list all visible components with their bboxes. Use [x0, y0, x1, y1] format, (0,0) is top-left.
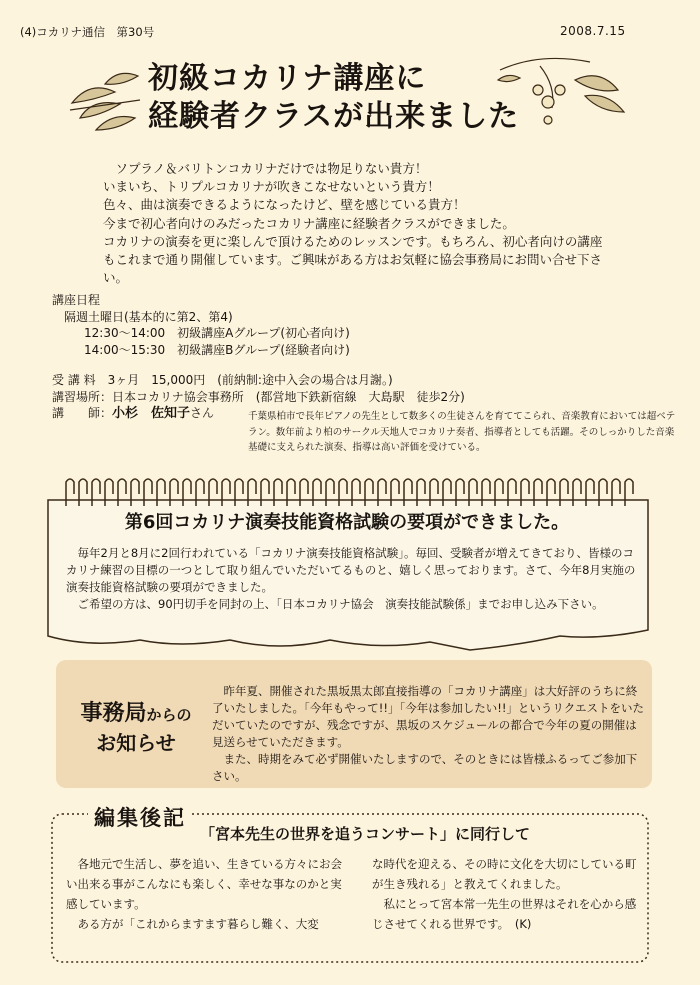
page-title	[148, 60, 568, 136]
title-line-2: 経験者クラスが出来ました	[148, 99, 520, 134]
intro-line: いまいち、トリプルコカリナが吹きこなせないという貴方！	[103, 179, 440, 195]
editor-paragraph: ある方が「これからますます暮らし難く、大変	[66, 917, 319, 931]
schedule-heading: 講座日程	[52, 293, 101, 307]
course-fee: 受 講 料 3ヶ月 15,000円 (前納制:途中入会の場合は月謝。)	[52, 373, 393, 387]
teacher-label: 講 師：	[52, 406, 113, 420]
office-paragraph: 昨年夏、開催された黒坂黒太郎直接指導の「コカリナ講座」は大好評のうちに終了いたしました。「今年もやって!!」「今年は参加したい!!」というリクエストをいただいていたのですが、残念ですが、黒坂のスケジュールの都合で今年の夏の開催は見送らせていただきます。	[212, 684, 644, 749]
intro-line: 今まで初心者向けのみだったコカリナ講座に経験者クラスができました。	[103, 215, 515, 231]
editor-notes-subtitle: 「宮本先生の世界を追うコンサート」に同行して	[200, 825, 531, 843]
title-line-1: 初級コカリナ講座に	[148, 61, 427, 96]
editor-notes-column-2	[372, 854, 647, 934]
teacher-suffix: さん	[190, 406, 215, 420]
office-paragraph: また、時期をみて必ず開催いたしますので、そのときには皆様ふるってご参加下さい。	[212, 752, 638, 783]
notice-body	[66, 545, 636, 613]
intro-line: コカリナの演奏を更に楽しんで頂けるためのレッスンです。もちろん、初心者向けの講座もこれまで通り開催しています。ご興味がある方はお気軽に協会事務局にお問い合せ下さい。	[103, 233, 603, 286]
teacher-bio: 千葉県柏市で長年ピアノの先生として数多くの生徒さんを育ててこられ、音楽教育においては超ベテラン。数年前より柏のサークル天地人でコカリナ奏者、指導者としても活躍。そのしっかりした音楽基礎に支えられた演奏、指導は高い評価を受けている。	[248, 411, 676, 453]
leaf-ornament-left-icon	[70, 73, 140, 130]
teacher-name: 小杉 佐知子	[112, 406, 191, 421]
intro-line: ソプラノ＆バリトンコカリナだけでは物足りない貴方！	[103, 161, 428, 176]
intro-text	[103, 160, 603, 287]
issue-date: 2008.7.15	[560, 24, 626, 38]
notice-title: 第6回コカリナ演奏技能資格試験の要項ができました。	[124, 512, 570, 533]
editor-notes-title: 編集後記	[88, 802, 192, 832]
intro-line: 色々、曲は演奏できるようになったけど、壁を感じている貴方！	[103, 197, 466, 213]
course-schedule	[52, 292, 350, 358]
editor-paragraph: 私にとって宮本常一先生の世界はそれを心から感じさせてくれる世界です。 (K)	[372, 897, 637, 931]
office-label-small: からの	[146, 706, 192, 724]
schedule-frequency: 隔週土曜日(基本的に第2、第4)	[64, 309, 233, 324]
editor-paragraph: 各地元で生活し、夢を追い、生きている方々にお会い出来る事がこんなにも楽しく、幸せな事なのかと実感しています。	[66, 857, 342, 911]
notice-paragraph: 毎年2月と8月に2回行われている「コカリナ演奏技能資格試験」。毎回、受験者が増えてきており、皆様のコカリナ練習の目標の一つとして取り組んでいただいてるものと、嬉しく思っております。さて、今年8月実施の演奏技能資格試験の要項ができました。	[66, 546, 636, 594]
office-label-line2: お知らせ	[96, 731, 176, 755]
office-label-big: 事務局	[80, 701, 147, 726]
schedule-slot: 14:00～15:30 初級講座Bグループ(経験者向け)	[84, 342, 350, 357]
office-notice-heading	[66, 700, 206, 757]
notice-paragraph: ご希望の方は、90円切手を同封の上、「日本コカリナ協会 演奏技能試験係」までお申し込み下さい。	[66, 597, 604, 611]
office-notice-body	[212, 683, 646, 785]
schedule-slot: 12:30～14:00 初級講座Aグループ(初心者向け)	[84, 326, 350, 340]
issue-label: (4)コカリナ通信 第30号	[20, 25, 155, 39]
course-venue: 講習場所：日本コカリナ協会事務所 (都営地下鉄新宿線 大島駅 徒歩2分)	[52, 389, 465, 404]
editor-paragraph: な時代を迎える、その時に文化を大切にしている町が生き残れる」と教えてくれました。	[372, 857, 637, 891]
editor-notes-column-1	[66, 854, 351, 934]
